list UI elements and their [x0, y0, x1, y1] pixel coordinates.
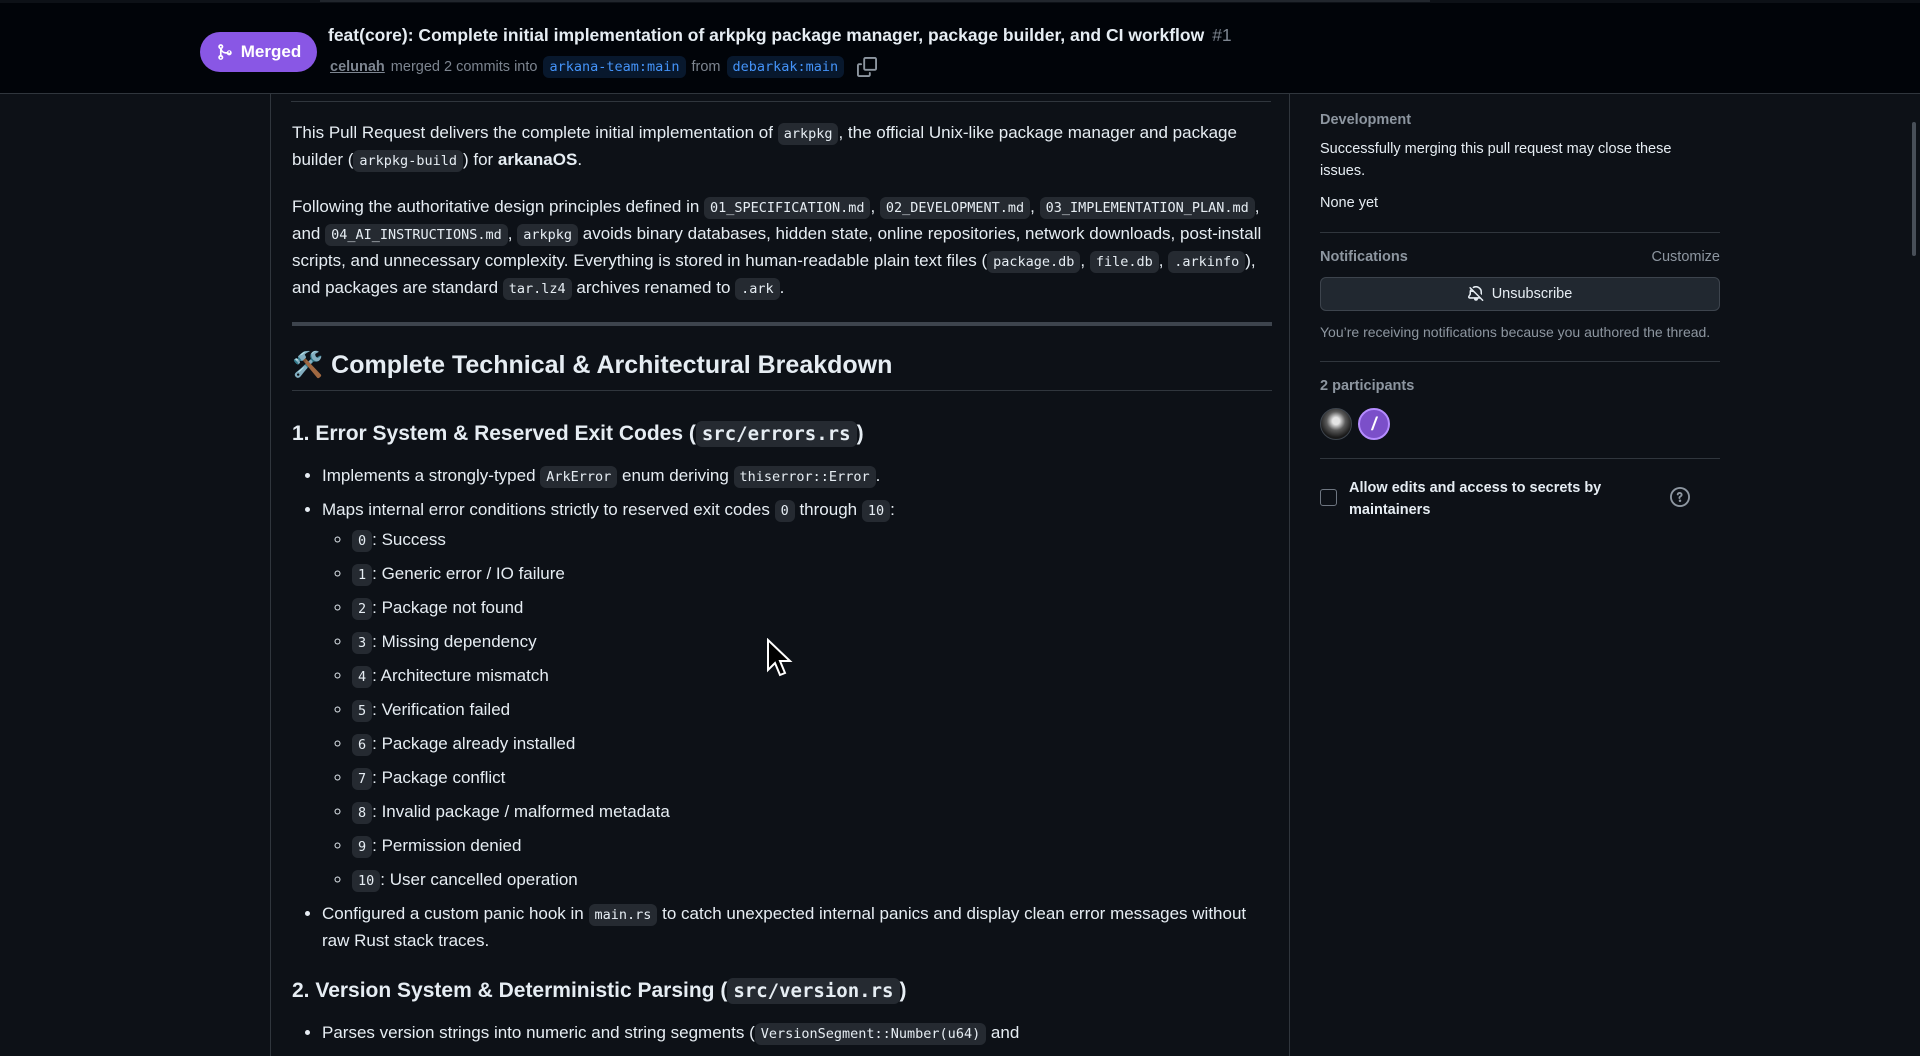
customize-link[interactable]: Customize	[1651, 249, 1720, 265]
exit-code-item	[352, 833, 1272, 860]
merged-status-badge	[200, 32, 317, 72]
participants-avatars	[1320, 408, 1720, 440]
exit-code: 4	[352, 666, 372, 688]
exit-code: 0	[352, 530, 372, 552]
inline-code: src/version.rs	[727, 978, 899, 1004]
heading-text: )	[856, 422, 864, 445]
exit-code: 9	[352, 836, 372, 858]
pr-sticky-header	[0, 3, 1920, 94]
exit-code-label: : Invalid package / malformed metadata	[372, 802, 670, 821]
exit-code: 8	[352, 802, 372, 824]
notifications-section	[1320, 233, 1720, 362]
text: :	[890, 500, 895, 519]
exit-code: 1	[352, 564, 372, 586]
base-branch-link[interactable]: arkana-team:main	[543, 56, 685, 78]
text: .	[779, 278, 785, 297]
text: ,	[1158, 251, 1169, 270]
text: and	[986, 1023, 1020, 1042]
allow-edits-checkbox[interactable]	[1320, 489, 1337, 506]
exit-code-label: : Success	[372, 530, 446, 549]
development-section	[1320, 94, 1720, 233]
development-none: None yet	[1320, 195, 1379, 211]
inline-code: 04_AI_INSTRUCTIONS.md	[325, 224, 508, 246]
mouse-cursor-icon	[766, 638, 796, 678]
inline-code: main.rs	[589, 904, 658, 926]
exit-code: 6	[352, 734, 372, 756]
exit-code: 10	[352, 870, 380, 892]
text: ,	[507, 224, 518, 243]
merged-text: merged 2 commits into	[390, 59, 538, 75]
exit-code: 2	[352, 598, 372, 620]
exit-code-item	[352, 867, 1272, 894]
subsection-heading-errors	[292, 421, 1272, 447]
principles-paragraph	[292, 194, 1272, 302]
inline-code: 10	[862, 500, 890, 522]
exit-code-label: : Package not found	[372, 598, 524, 617]
button-label: Unsubscribe	[1491, 286, 1573, 302]
text: to catch unexpected internal panics and display clean error messages without raw Rust stack traces.	[322, 904, 1247, 950]
bell-slash-icon	[1468, 286, 1484, 302]
version-list	[292, 1020, 1272, 1047]
unsubscribe-button[interactable]	[1320, 277, 1720, 311]
subsection-heading-version	[292, 978, 1272, 1004]
errors-list	[292, 463, 1272, 954]
inline-code: VersionSegment::Number(u64)	[755, 1023, 986, 1045]
question-icon[interactable]	[1670, 487, 1690, 512]
inline-code: arkpkg	[517, 224, 578, 246]
inline-code: 01_SPECIFICATION.md	[704, 197, 870, 219]
inline-code: arkpkg	[778, 123, 839, 145]
exit-code: 7	[352, 768, 372, 790]
heading-text: Complete Technical & Architectural Breakdown	[331, 351, 893, 379]
text: through	[794, 500, 862, 519]
exit-code-item	[352, 765, 1272, 792]
tools-icon: 🛠️	[292, 351, 324, 379]
merged-badge-label: Merged	[240, 42, 302, 61]
development-text: Successfully merging this pull request may close these issues.	[1320, 141, 1672, 179]
text: Implements a strongly-typed	[322, 466, 541, 485]
list-item	[322, 901, 1272, 954]
head-branch-link[interactable]: debarkak:main	[727, 56, 845, 78]
copy-icon[interactable]	[856, 56, 878, 78]
exit-code-label: : Verification failed	[372, 700, 511, 719]
text: .	[875, 466, 881, 485]
heading-text: 2. Version System & Deterministic Parsing (	[292, 979, 728, 1002]
inline-code: package.db	[987, 251, 1080, 273]
pr-description	[292, 120, 1272, 1054]
heading-text: 1. Error System & Reserved Exit Codes (	[292, 422, 696, 445]
text: enum deriving	[617, 466, 734, 485]
participants-heading: 2 participants	[1320, 378, 1415, 394]
exit-code-label: : Architecture mismatch	[372, 666, 549, 685]
exit-code-item	[352, 799, 1272, 826]
list-item	[322, 463, 1272, 490]
inline-code: 03_IMPLEMENTATION_PLAN.md	[1040, 197, 1255, 219]
pr-title-text: feat(core): Complete initial implementation of arkpkg package manager, package builder, and CI workflow	[328, 25, 1205, 45]
avatar[interactable]	[1358, 408, 1390, 440]
intro-paragraph	[292, 120, 1272, 174]
text: , and	[292, 197, 1260, 243]
text: ,	[870, 197, 880, 216]
pr-body-column	[270, 94, 1290, 1056]
inline-code: arkpkg-build	[353, 150, 463, 172]
notifications-heading	[1320, 249, 1720, 265]
exit-code-label: : Permission denied	[372, 836, 522, 855]
text: ) for	[462, 150, 498, 169]
inline-code: .arkinfo	[1168, 251, 1245, 273]
exit-code-label: : User cancelled operation	[380, 870, 578, 889]
inline-code: 02_DEVELOPMENT.md	[880, 197, 1030, 219]
exit-code-label: : Package already installed	[372, 734, 576, 753]
heading-text: Notifications	[1320, 249, 1408, 265]
inline-code: src/errors.rs	[696, 421, 857, 447]
author-link[interactable]: celunah	[330, 59, 385, 75]
scrollbar-thumb[interactable]	[1912, 122, 1916, 256]
inline-code: file.db	[1090, 251, 1159, 273]
exit-code-item	[352, 629, 1272, 656]
pr-number: #1	[1212, 25, 1232, 45]
inline-code: thiserror::Error	[734, 466, 876, 488]
heading-text: Development	[1320, 112, 1412, 128]
exit-code-item	[352, 527, 1272, 554]
exit-code: 3	[352, 632, 372, 654]
inline-code: 0	[775, 500, 795, 522]
pr-title	[328, 25, 1232, 46]
avatar[interactable]	[1320, 408, 1352, 440]
text: Configured a custom panic hook in	[322, 904, 589, 923]
text: avoids binary databases, hidden state, online repositories, network downloads, post-install scripts, and unnecessary complexity. Everything is stored in human-readable plain text files (	[292, 224, 1262, 270]
inline-code: tar.lz4	[503, 278, 572, 300]
exit-code-item	[352, 663, 1272, 690]
pr-sidebar	[1320, 94, 1720, 521]
text: Parses version strings into numeric and string segments (	[322, 1023, 755, 1042]
from-text: from	[691, 59, 721, 75]
exit-code-label: : Missing dependency	[372, 632, 537, 651]
inline-code: .ark	[735, 278, 780, 300]
section-heading	[292, 352, 1272, 391]
git-merge-icon	[216, 43, 234, 61]
text: archives renamed to	[571, 278, 736, 297]
exit-code-label: : Generic error / IO failure	[372, 564, 565, 583]
text: Maps internal error conditions strictly to reserved exit codes	[322, 500, 775, 519]
exit-codes-list	[322, 527, 1272, 894]
text: ), and packages are standard	[292, 251, 1256, 297]
pr-meta	[330, 56, 878, 78]
exit-code-item	[352, 561, 1272, 588]
inline-code: ArkError	[540, 466, 617, 488]
bold-text: arkanaOS	[497, 150, 578, 169]
heading-text: )	[899, 979, 907, 1002]
text: ,	[1030, 197, 1035, 216]
participants-section	[1320, 362, 1720, 459]
horizontal-rule	[292, 322, 1272, 326]
exit-code-item	[352, 731, 1272, 758]
development-heading[interactable]	[1320, 112, 1720, 128]
avatar-letter: /	[1371, 413, 1377, 434]
text: , the official Unix-like package manager and package builder (	[292, 123, 1237, 169]
list-item	[322, 1020, 1272, 1047]
notifications-reason: You’re receiving notifications because you authored the thread.	[1320, 324, 1711, 340]
list-item	[322, 497, 1272, 894]
exit-code-item	[352, 595, 1272, 622]
text: ,	[1080, 251, 1090, 270]
allow-edits-label[interactable]: Allow edits and access to secrets by maintainers	[1349, 480, 1602, 518]
allow-edits-row	[1320, 459, 1720, 521]
text: Following the authoritative design principles defined in	[292, 197, 705, 216]
exit-code: 5	[352, 700, 372, 722]
divider	[291, 101, 1271, 102]
exit-code-item	[352, 697, 1272, 724]
text: This Pull Request delivers the complete initial implementation of	[292, 123, 778, 142]
exit-code-label: : Package conflict	[372, 768, 506, 787]
text: .	[577, 150, 583, 169]
